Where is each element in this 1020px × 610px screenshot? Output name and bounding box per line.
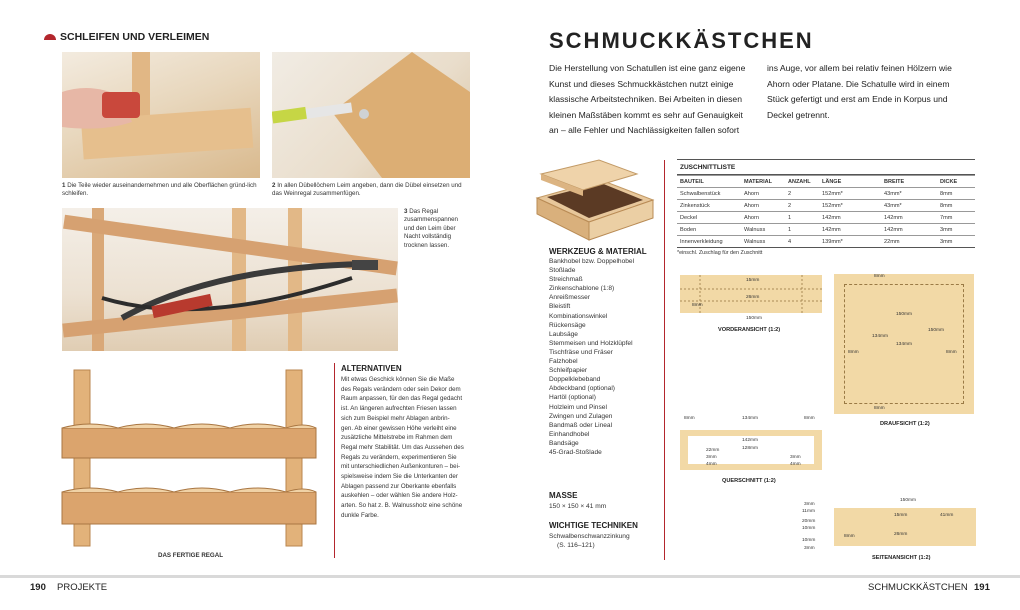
- alternatives-rule: [334, 363, 335, 558]
- table-row: Innenverkleidung Walnuss 4 139mm* 22mm 3mm: [677, 236, 975, 248]
- jewelry-box-photo: [531, 152, 657, 244]
- table-row: Boden Walnuss 1 142mm 142mm 3mm: [677, 224, 975, 236]
- cutlist-table: BAUTEIL MATERIAL ANZAHL LÄNGE BREITE DICKE Schwalbenstück Ahorn 2 152mm* 43mm* 8mm Zinkenstück Ahorn 2 152mm* 43mm* 8mm Deckel Ahorn 1 142mm 142mm 7mm Boden Walnuss 1 142mm 142mm 3mm Innenverkleidung Walnuss 4 139mm* 22mm 3mm: [677, 175, 975, 247]
- side-view-label: SEITENANSICHT (1:2): [872, 555, 931, 561]
- tools-rule: [664, 160, 665, 560]
- finished-rack-illustration: [60, 366, 318, 550]
- photo-step2: [272, 52, 470, 178]
- section-drawing: 8mm 134mm 8mm 142mm 128mm 22mm 3mm 4mm 3mm 4mm: [680, 416, 822, 472]
- section-title: SCHLEIFEN UND VERLEIMEN: [60, 31, 210, 43]
- top-view-label: DRAUFSICHT (1:2): [880, 421, 930, 427]
- top-view-drawing: 8mm 150mm 134mm 134mm 150mm 8mm 8mm 8mm: [834, 274, 974, 414]
- footer-rule: [0, 575, 1020, 578]
- tech-line1: Schwalbenschwanzzinkung: [549, 533, 630, 540]
- alternatives-title: ALTERNATIVEN: [341, 364, 402, 373]
- alternatives-text: Mit etwas Geschick können Sie die Maße des Regals verändern oder sein Dekor dem Raum anpassen, für den das Regal gedacht ist. An längeren aufrechten Friesen lassen sich zum Beispiel mehr Ablagen anbrin- gen. Ab einer gewissen Höhe verleiht eine zusätzliche Mittelstrebe im Rahmen dem Regal mehr Stabilität. Um das Aussehen des Regals zu verändern, experimentieren Sie mit unterschiedlichen Außenkonturen – bei- spielsweise indem Sie die Unterkanten der Ablagen passend zur Oberkante ebenfalls auskehlen – oder wählen Sie andere Holz- arten. So hat z. B. Walnussholz eine schöne dunkle Farbe.: [341, 376, 464, 519]
- photo-step1: [62, 52, 260, 178]
- footer-section-left: PROJEKTE: [57, 582, 108, 593]
- page-title: SCHMUCKKÄSTCHEN: [549, 28, 814, 53]
- front-view-drawing: 15mm 26mm 8mm: [680, 275, 822, 313]
- front-width: 150mm: [746, 316, 762, 321]
- photo-step3: [62, 208, 398, 351]
- cutlist-footnote: *einschl. Zuschlag für den Zuschnitt: [677, 247, 975, 256]
- side-view-drawing: 150mm 3mm 11mm 15mm 41mm 20mm 10mm 8mm 26mm 10mm 3mm: [800, 498, 976, 554]
- front-view-label: VORDERANSICHT (1:2): [718, 327, 781, 333]
- tech-line2: (S. 116–121): [557, 542, 595, 549]
- intro-col2: ins Auge, vor allem bei relativ feinen Hölzern wie Ahorn oder Platane. Die Schatulle wird in einem Stück gefertigt und erst am Ende in Korpus und Deckel getrennt.: [767, 63, 952, 120]
- table-row: Zinkenstück Ahorn 2 152mm* 43mm* 8mm: [677, 200, 975, 212]
- intro-col1: Die Herstellung von Schatullen ist eine ganz eigene Kunst und dieses Schmuckkästchen nutzt einige klassische Arbeitstechniken. Bei Arbeiten in diesen kleinen Maßstäben kommt es sehr auf Genauigkeit an – alle Fehler und Nachlässigkeiten fallen sofort: [549, 63, 746, 136]
- cutlist-title: ZUSCHNITTLISTE: [677, 159, 975, 175]
- tools-title: WERKZEUG & MATERIAL: [549, 247, 647, 256]
- section-label: QUERSCHNITT (1:2): [722, 478, 776, 484]
- table-row: Schwalbenstück Ahorn 2 152mm* 43mm* 8mm: [677, 188, 975, 200]
- finished-rack-caption: DAS FERTIGE REGAL: [158, 552, 223, 559]
- table-row: Deckel Ahorn 1 142mm 142mm 7mm: [677, 212, 975, 224]
- caption-step2: 2 In allen Dübellöchern Leim angeben, dann die Dübel einsetzen und das Weinregal zusammenfügen.: [272, 182, 462, 198]
- dims-value: 150 × 150 × 41 mm: [549, 503, 607, 510]
- alternatives-box: [341, 364, 471, 521]
- cutlist: [677, 159, 975, 256]
- tech-title: WICHTIGE TECHNIKEN: [549, 521, 638, 530]
- section-icon: [44, 34, 56, 40]
- caption-step3: 3 Das Regal zusammenspannen und den Leim über Nacht vollständig trocknen lassen.: [404, 208, 459, 249]
- caption-step1: 1 Die Teile wieder auseinandernehmen und alle Oberflächen gründ-lich schleifen.: [62, 182, 257, 198]
- dims-title: MASSE: [549, 491, 578, 500]
- footer-section-right: SCHMUCKKÄSTCHEN: [868, 582, 968, 593]
- footer-page-left: 190: [30, 582, 46, 593]
- tools-list: Bankhobel bzw. Doppelhobel Stoßlade Streichmaß Zinkenschablone (1:8) Anreißmesser Bleistift Kombinationswinkel Rückensäge Laubsäge Stemmeisen und Holzklüpfel Tischfräse und Fräser Falzhobel Schleifpapier Doppelklebeband Abdeckband (optional) Hartöl (optional) Holzleim und Pinsel Zwingen und Zulagen Bandmaß oder Lineal Einhandhobel Bandsäge 45-Grad-Stoßlade: [549, 258, 635, 456]
- footer-page-right: 191: [974, 582, 990, 593]
